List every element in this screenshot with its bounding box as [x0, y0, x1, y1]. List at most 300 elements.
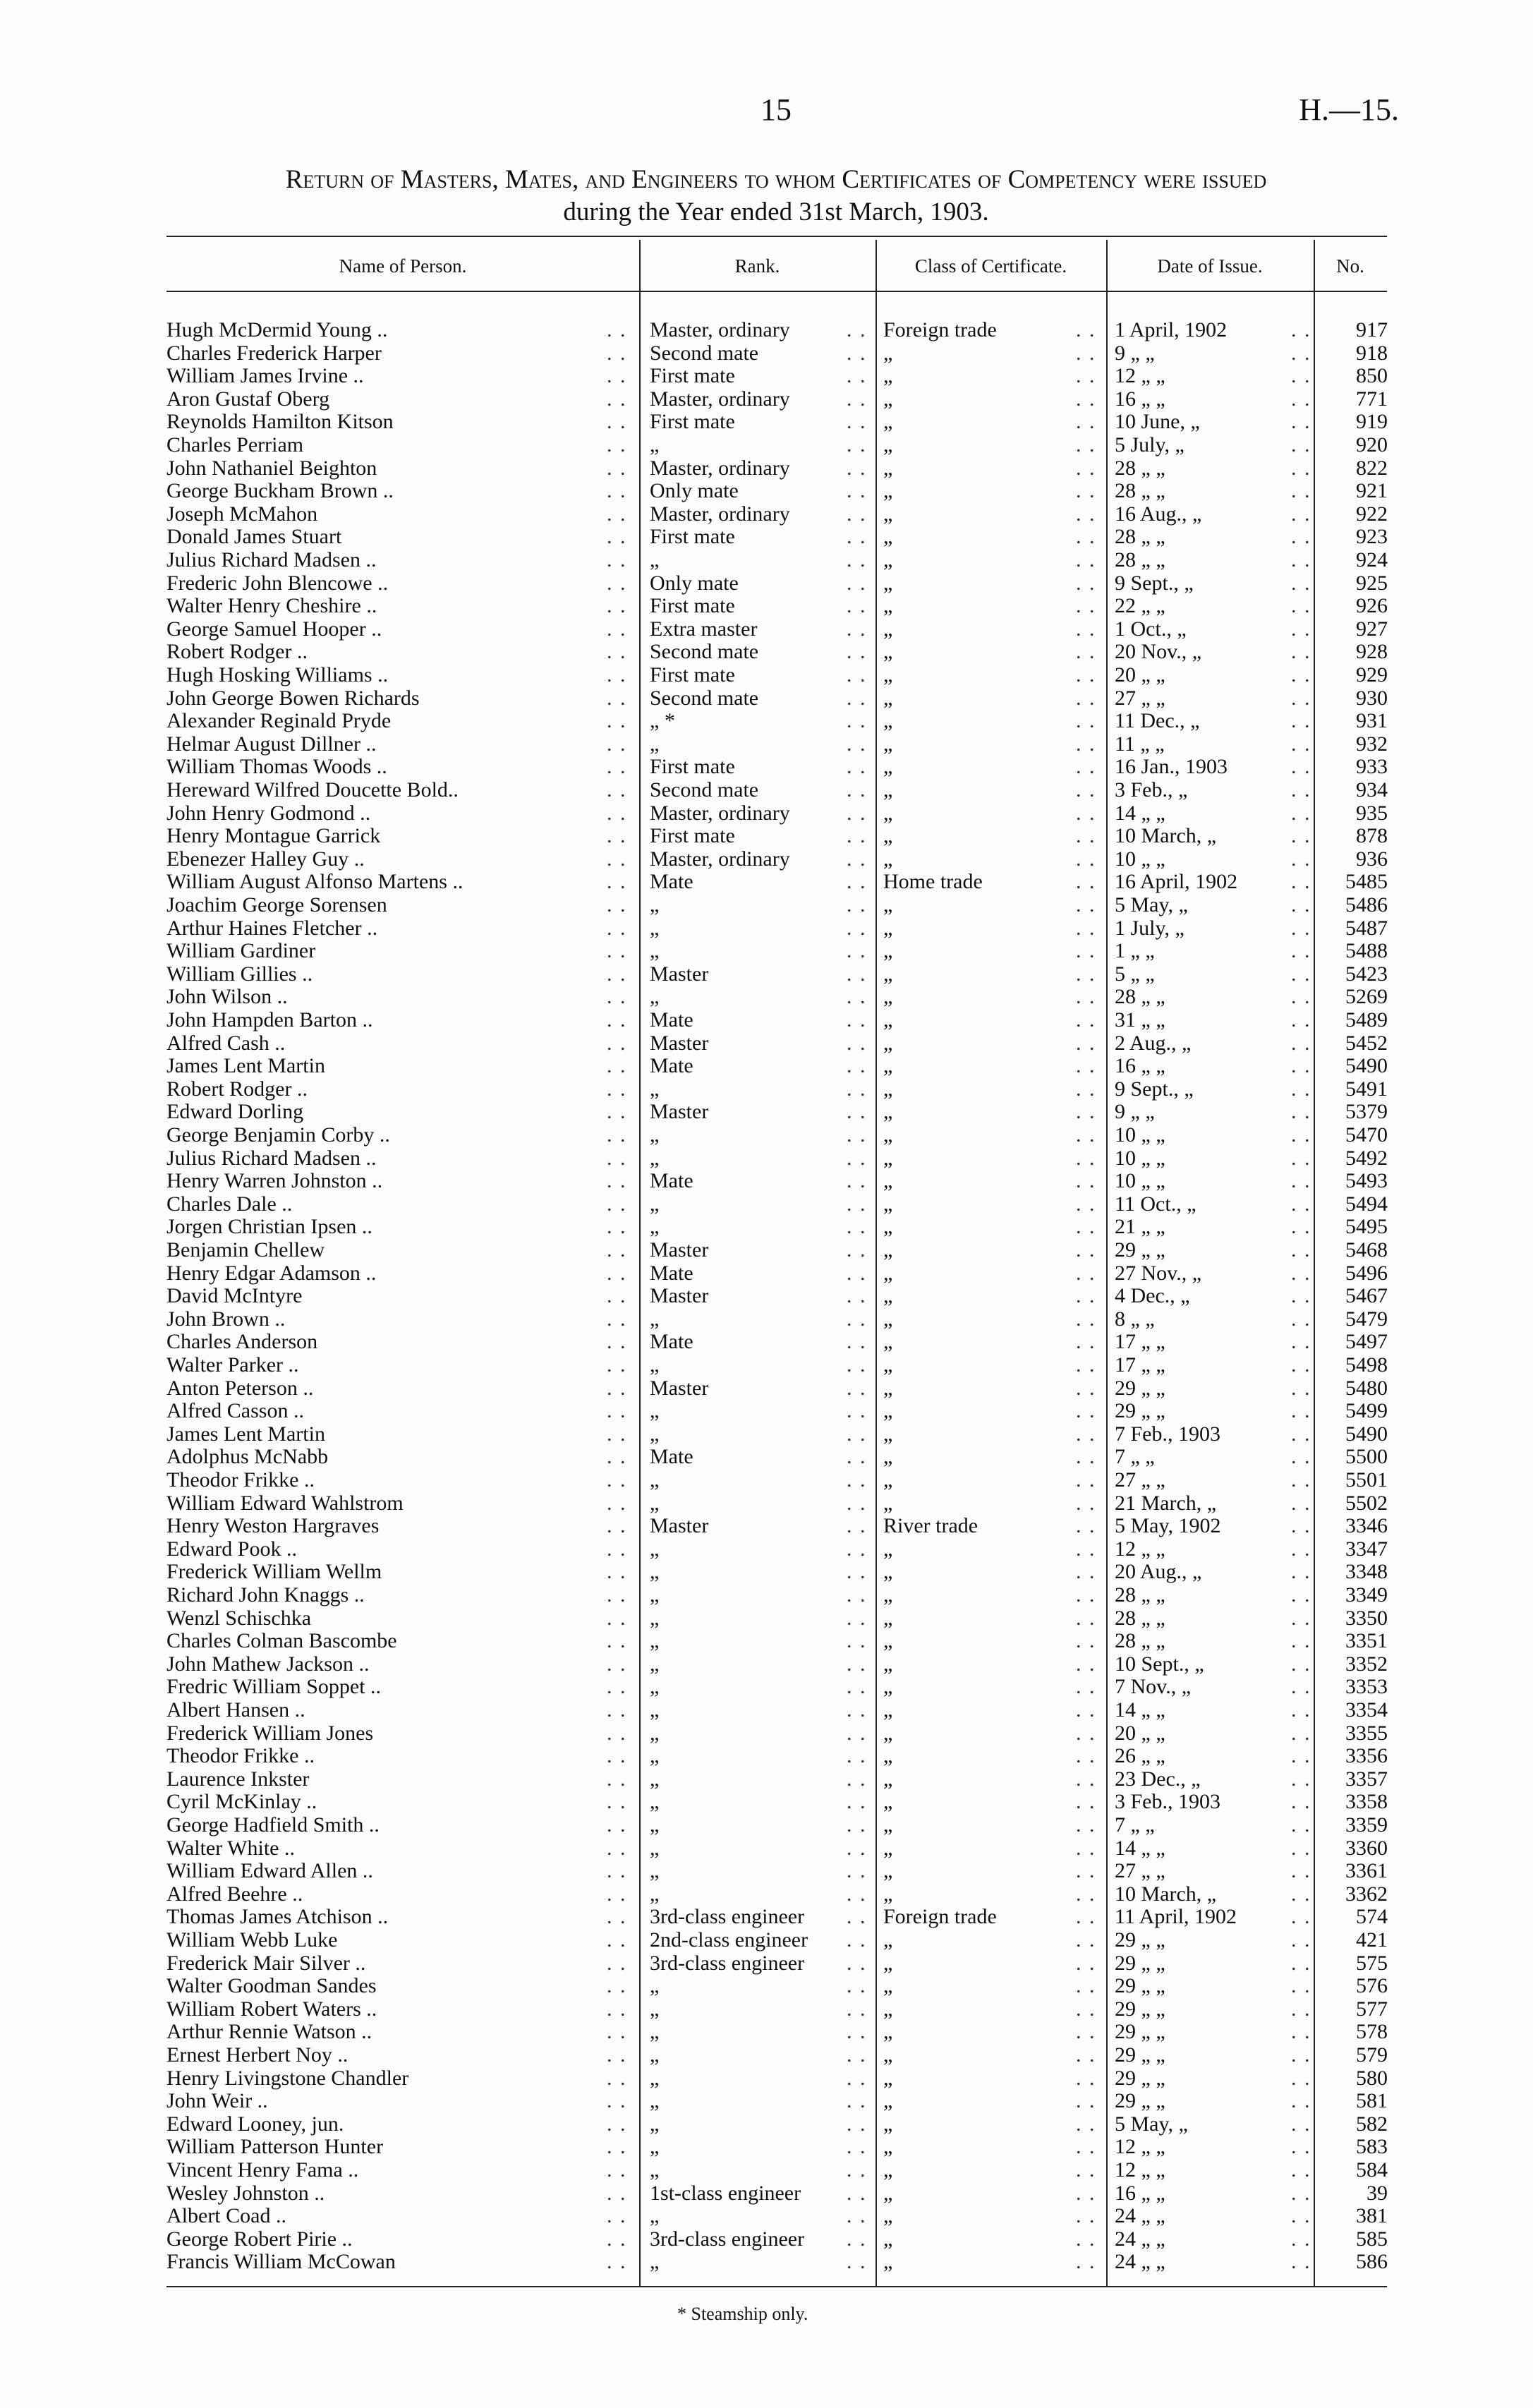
- certificate-number: 936: [1356, 847, 1388, 871]
- leader-dots: . .: [847, 641, 867, 664]
- issue-date: 7 Feb., 1903: [1115, 1422, 1220, 1446]
- certificate-class: „: [883, 1882, 893, 1906]
- leader-dots: . .: [1291, 641, 1311, 664]
- leader-dots: . .: [1076, 1354, 1096, 1377]
- person-name: Robert Rodger ..: [166, 641, 308, 664]
- leader-dots: . .: [1076, 319, 1096, 341]
- leader-dots: . .: [1291, 1745, 1311, 1768]
- leader-dots: . .: [847, 2227, 867, 2251]
- table-row: [0, 1170, 1533, 1193]
- certificate-class: „: [883, 940, 893, 963]
- table-row: [0, 2090, 1533, 2113]
- leader-dots: . .: [1076, 1584, 1096, 1607]
- person-name: Henry Edgar Adamson ..: [166, 1262, 377, 1285]
- certificate-number: 5488: [1345, 940, 1388, 963]
- leader-dots: . .: [607, 1652, 627, 1676]
- certificate-class: „: [883, 1652, 893, 1676]
- leader-dots: . .: [607, 1192, 627, 1216]
- leader-dots: . .: [847, 1814, 867, 1837]
- leader-dots: . .: [607, 1307, 627, 1331]
- leader-dots: . .: [1291, 480, 1311, 503]
- certificate-number: 922: [1356, 502, 1388, 526]
- table-row: [0, 1147, 1533, 1170]
- person-name: Arthur Rennie Watson ..: [166, 2021, 372, 2044]
- issue-date: 24 „ „: [1115, 2205, 1165, 2228]
- certificate-class: „: [883, 801, 893, 825]
- person-name: Walter Parker ..: [166, 1354, 299, 1377]
- rank: „: [650, 1469, 660, 1492]
- table-row: [0, 457, 1533, 480]
- issue-date: 7 Nov., „: [1115, 1676, 1192, 1699]
- table-row: [0, 1055, 1533, 1078]
- table-row: [0, 1952, 1533, 1976]
- issue-date: 7 „ „: [1115, 1814, 1155, 1837]
- issue-date: 10 March, „: [1115, 825, 1217, 848]
- leader-dots: . .: [847, 1860, 867, 1883]
- certificate-number: 926: [1356, 595, 1388, 618]
- certificate-number: 5495: [1345, 1216, 1388, 1239]
- rank: „: [650, 2021, 660, 2044]
- rank: „: [650, 2067, 660, 2090]
- person-name: George Buckham Brown ..: [166, 480, 394, 503]
- rank: Master, ordinary: [650, 502, 790, 526]
- leader-dots: . .: [1076, 686, 1096, 710]
- rank: Master, ordinary: [650, 456, 790, 480]
- leader-dots: . .: [607, 1031, 627, 1055]
- leader-dots: . .: [1291, 1009, 1311, 1031]
- certificate-number: 921: [1356, 480, 1388, 503]
- certificate-class: „: [883, 2227, 893, 2251]
- certificate-class: „: [883, 2044, 893, 2067]
- leader-dots: . .: [1291, 779, 1311, 801]
- issue-date: 28 „ „: [1115, 456, 1165, 480]
- person-name: Laurence Inkster: [166, 1767, 310, 1791]
- leader-dots: . .: [1291, 1031, 1311, 1055]
- table-row: [0, 1676, 1533, 1699]
- issue-date: 9 „ „: [1115, 341, 1155, 365]
- leader-dots: . .: [607, 1492, 627, 1515]
- leader-dots: . .: [1076, 571, 1096, 595]
- rank: „: [650, 549, 660, 571]
- person-name: Jorgen Christian Ipsen ..: [166, 1216, 372, 1239]
- certificate-number: 3349: [1345, 1584, 1388, 1607]
- certificate-class: „: [883, 595, 893, 618]
- table-row: [0, 618, 1533, 641]
- rank: „: [650, 2159, 660, 2182]
- certificate-number: 5487: [1345, 916, 1388, 940]
- certificate-class: „: [883, 1791, 893, 1814]
- leader-dots: . .: [1076, 1170, 1096, 1193]
- person-name: Wesley Johnston ..: [166, 2182, 325, 2205]
- table-row: [0, 2205, 1533, 2228]
- leader-dots: . .: [607, 732, 627, 756]
- table-row: [0, 1101, 1533, 1124]
- leader-dots: . .: [607, 1377, 627, 1400]
- person-name: John Nathaniel Beighton: [166, 456, 377, 480]
- certificate-class: „: [883, 341, 893, 365]
- certificate-class: „: [883, 1837, 893, 1860]
- person-name: Vincent Henry Fama ..: [166, 2159, 359, 2182]
- certificate-number: 5490: [1345, 1055, 1388, 1078]
- certificate-number: 935: [1356, 801, 1388, 825]
- leader-dots: . .: [1291, 526, 1311, 549]
- rank: „: [650, 1307, 660, 1331]
- person-name: Donald James Stuart: [166, 526, 342, 549]
- certificate-number: 578: [1356, 2021, 1388, 2044]
- leader-dots: . .: [607, 341, 627, 365]
- leader-dots: . .: [847, 341, 867, 365]
- table-row: [0, 572, 1533, 595]
- leader-dots: . .: [847, 1997, 867, 2021]
- leader-dots: . .: [1076, 1262, 1096, 1285]
- leader-dots: . .: [1076, 641, 1096, 664]
- rank: Master: [650, 962, 709, 986]
- table-row: [0, 1975, 1533, 1998]
- issue-date: 28 „ „: [1115, 1630, 1165, 1653]
- rank: „: [650, 1561, 660, 1584]
- leader-dots: . .: [1291, 617, 1311, 641]
- table-row: [0, 2251, 1533, 2274]
- leader-dots: . .: [1076, 2090, 1096, 2113]
- certificate-number: 932: [1356, 732, 1388, 756]
- issue-date: 12 „ „: [1115, 2159, 1165, 2182]
- issue-date: 9 Sept., „: [1115, 571, 1194, 595]
- leader-dots: . .: [847, 1722, 867, 1745]
- issue-date: 3 Feb., „: [1115, 779, 1188, 801]
- person-name: Charles Anderson: [166, 1331, 318, 1354]
- issue-date: 29 „ „: [1115, 2067, 1165, 2090]
- certificate-number: 918: [1356, 341, 1388, 365]
- person-name: John Wilson ..: [166, 986, 288, 1009]
- rank: „: [650, 1492, 660, 1515]
- issue-date: 31 „ „: [1115, 1009, 1165, 1031]
- certificate-class: „: [883, 1607, 893, 1630]
- table-row: [0, 1584, 1533, 1607]
- leader-dots: . .: [1076, 1929, 1096, 1952]
- person-name: Albert Hansen ..: [166, 1699, 305, 1722]
- table-row: [0, 342, 1533, 365]
- certificate-class: „: [883, 2112, 893, 2136]
- certificate-number: 3358: [1345, 1791, 1388, 1814]
- leader-dots: . .: [847, 1906, 867, 1929]
- leader-dots: . .: [847, 1561, 867, 1584]
- leader-dots: . .: [847, 2090, 867, 2113]
- certificate-number: 931: [1356, 710, 1388, 733]
- table-row: [0, 595, 1533, 618]
- leader-dots: . .: [1076, 1975, 1096, 1998]
- leader-dots: . .: [847, 480, 867, 503]
- leader-dots: . .: [1076, 1537, 1096, 1561]
- header-bottom-rule: [166, 291, 1387, 292]
- leader-dots: . .: [607, 2159, 627, 2182]
- certificate-class: „: [883, 571, 893, 595]
- certificate-number: 3351: [1345, 1630, 1388, 1653]
- rank: Extra master: [650, 617, 758, 641]
- rank: „: [650, 1584, 660, 1607]
- certificate-number: 39: [1367, 2182, 1388, 2205]
- leader-dots: . .: [847, 1009, 867, 1031]
- leader-dots: . .: [1076, 365, 1096, 388]
- leader-dots: . .: [1291, 1814, 1311, 1837]
- certificate-number: 5502: [1345, 1492, 1388, 1515]
- leader-dots: . .: [1291, 1607, 1311, 1630]
- certificate-class: „: [883, 1745, 893, 1768]
- certificate-class: Foreign trade: [883, 319, 997, 341]
- leader-dots: . .: [847, 456, 867, 480]
- certificate-number: 585: [1356, 2227, 1388, 2251]
- issue-date: 3 Feb., 1903: [1115, 1791, 1220, 1814]
- rank: Second mate: [650, 779, 759, 801]
- certificate-number: 5501: [1345, 1469, 1388, 1492]
- issue-date: 4 Dec., „: [1115, 1285, 1190, 1308]
- person-name: Ernest Herbert Noy ..: [166, 2044, 349, 2067]
- issue-date: 27 „ „: [1115, 686, 1165, 710]
- rank: „: [650, 2044, 660, 2067]
- table-row: [0, 434, 1533, 457]
- leader-dots: . .: [847, 1837, 867, 1860]
- issue-date: 11 Dec., „: [1115, 710, 1200, 733]
- leader-dots: . .: [1291, 1285, 1311, 1308]
- issue-date: 16 Aug., „: [1115, 502, 1202, 526]
- table-row: [0, 825, 1533, 848]
- rank: „: [650, 1354, 660, 1377]
- certificate-class: „: [883, 2159, 893, 2182]
- header-top-rule: [166, 236, 1387, 237]
- leader-dots: . .: [1076, 1906, 1096, 1929]
- table-row: [0, 1216, 1533, 1239]
- rank: „: [650, 1607, 660, 1630]
- table-row: [0, 1446, 1533, 1469]
- leader-dots: . .: [847, 1699, 867, 1722]
- issue-date: 29 „ „: [1115, 1929, 1165, 1952]
- leader-dots: . .: [1076, 1652, 1096, 1676]
- leader-dots: . .: [1076, 411, 1096, 434]
- person-name: Frederick Mair Silver ..: [166, 1952, 366, 1975]
- leader-dots: . .: [847, 1630, 867, 1653]
- leader-dots: . .: [607, 779, 627, 801]
- leader-dots: . .: [1291, 2067, 1311, 2090]
- certificate-number: 5494: [1345, 1192, 1388, 1216]
- person-name: William Robert Waters ..: [166, 1997, 377, 2021]
- certificate-number: 5470: [1345, 1124, 1388, 1146]
- rank: „: [650, 940, 660, 963]
- certificate-class: „: [883, 916, 893, 940]
- leader-dots: . .: [847, 1929, 867, 1952]
- person-name: Henry Weston Hargraves: [166, 1515, 380, 1538]
- certificate-number: 580: [1356, 2067, 1388, 2090]
- issue-date: 16 „ „: [1115, 1055, 1165, 1078]
- leader-dots: . .: [607, 2136, 627, 2159]
- issue-date: 11 „ „: [1115, 732, 1165, 756]
- leader-dots: . .: [1291, 1055, 1311, 1078]
- leader-dots: . .: [1076, 710, 1096, 733]
- rank: „: [650, 1537, 660, 1561]
- leader-dots: . .: [607, 2227, 627, 2251]
- certificate-class: „: [883, 1009, 893, 1031]
- leader-dots: . .: [1076, 801, 1096, 825]
- certificate-class: „: [883, 387, 893, 411]
- certificate-class: „: [883, 549, 893, 571]
- certificate-class: „: [883, 1170, 893, 1193]
- person-name: William August Alfonso Martens ..: [166, 871, 463, 894]
- leader-dots: . .: [607, 940, 627, 963]
- rank: Master, ordinary: [650, 801, 790, 825]
- table-row: [0, 388, 1533, 411]
- leader-dots: . .: [1076, 732, 1096, 756]
- leader-dots: . .: [607, 1837, 627, 1860]
- leader-dots: . .: [1076, 1009, 1096, 1031]
- leader-dots: . .: [847, 1307, 867, 1331]
- certificate-number: 927: [1356, 617, 1388, 641]
- certificate-class: „: [883, 1216, 893, 1239]
- rank: „ *: [650, 710, 675, 733]
- issue-date: 9 „ „: [1115, 1101, 1155, 1124]
- issue-date: 27 Nov., „: [1115, 1262, 1202, 1285]
- leader-dots: . .: [607, 434, 627, 456]
- issue-date: 29 „ „: [1115, 1975, 1165, 1998]
- leader-dots: . .: [1076, 456, 1096, 480]
- issue-date: 29 „ „: [1115, 1952, 1165, 1975]
- rank: Second mate: [650, 686, 759, 710]
- table-row: [0, 1814, 1533, 1837]
- issue-date: 22 „ „: [1115, 595, 1165, 618]
- leader-dots: . .: [1291, 2182, 1311, 2205]
- certificate-class: „: [883, 1860, 893, 1883]
- certificate-class: „: [883, 2067, 893, 2090]
- certificate-number: 582: [1356, 2112, 1388, 2136]
- certificate-number: 929: [1356, 664, 1388, 686]
- rank: „: [650, 1630, 660, 1653]
- leader-dots: . .: [607, 549, 627, 571]
- certificate-number: 919: [1356, 411, 1388, 434]
- leader-dots: . .: [847, 1216, 867, 1239]
- person-name: Fredric William Soppet ..: [166, 1676, 382, 1699]
- leader-dots: . .: [847, 1952, 867, 1975]
- leader-dots: . .: [1291, 1422, 1311, 1446]
- rank: „: [650, 1216, 660, 1239]
- leader-dots: . .: [1291, 894, 1311, 916]
- rank: First mate: [650, 411, 735, 434]
- leader-dots: . .: [607, 456, 627, 480]
- leader-dots: . .: [607, 595, 627, 618]
- certificate-number: 925: [1356, 571, 1388, 595]
- certificate-class: „: [883, 1630, 893, 1653]
- leader-dots: . .: [1076, 1446, 1096, 1469]
- certificate-number: 771: [1356, 387, 1388, 411]
- table-row: [0, 1883, 1533, 1906]
- certificate-number: 3354: [1345, 1699, 1388, 1722]
- leader-dots: . .: [1291, 1146, 1311, 1170]
- person-name: Frederic John Blencowe ..: [166, 571, 389, 595]
- issue-date: 10 „ „: [1115, 847, 1165, 871]
- leader-dots: . .: [1076, 779, 1096, 801]
- page-number: 15: [761, 92, 792, 127]
- leader-dots: . .: [847, 2182, 867, 2205]
- issue-date: 12 „ „: [1115, 365, 1165, 388]
- table-row: [0, 641, 1533, 664]
- table-row: [0, 2182, 1533, 2206]
- leader-dots: . .: [1291, 1492, 1311, 1515]
- person-name: Ebenezer Halley Guy ..: [166, 847, 365, 871]
- person-name: Walter White ..: [166, 1837, 295, 1860]
- certificate-class: Foreign trade: [883, 1906, 997, 1929]
- person-name: George Hadfield Smith ..: [166, 1814, 380, 1837]
- leader-dots: . .: [1291, 710, 1311, 733]
- leader-dots: . .: [607, 1537, 627, 1561]
- leader-dots: . .: [1076, 1192, 1096, 1216]
- rank: First mate: [650, 825, 735, 848]
- person-name: David McIntyre: [166, 1285, 303, 1308]
- person-name: William Patterson Hunter: [166, 2136, 384, 2159]
- leader-dots: . .: [847, 1377, 867, 1400]
- leader-dots: . .: [847, 894, 867, 916]
- leader-dots: . .: [1076, 2159, 1096, 2182]
- leader-dots: . .: [847, 1469, 867, 1492]
- leader-dots: . .: [1076, 1216, 1096, 1239]
- person-name: Charles Colman Bascombe: [166, 1630, 397, 1653]
- table-row: [0, 2021, 1533, 2044]
- certificate-number: 577: [1356, 1997, 1388, 2021]
- person-name: Albert Coad ..: [166, 2205, 286, 2228]
- certificate-number: 5379: [1345, 1101, 1388, 1124]
- leader-dots: . .: [847, 1492, 867, 1515]
- leader-dots: . .: [1291, 756, 1311, 779]
- leader-dots: . .: [1291, 2251, 1311, 2274]
- certificate-class: „: [883, 1446, 893, 1469]
- person-name: John Weir ..: [166, 2090, 268, 2113]
- leader-dots: . .: [847, 1607, 867, 1630]
- column-header-date: Date of Issue.: [1157, 255, 1263, 277]
- table-row: [0, 687, 1533, 710]
- certificate-number: 581: [1356, 2090, 1388, 2113]
- issue-date: 17 „ „: [1115, 1331, 1165, 1354]
- leader-dots: . .: [847, 1331, 867, 1354]
- leader-dots: . .: [1291, 365, 1311, 388]
- leader-dots: . .: [847, 1031, 867, 1055]
- leader-dots: . .: [1076, 1515, 1096, 1538]
- issue-date: 14 „ „: [1115, 801, 1165, 825]
- person-name: Edward Dorling: [166, 1101, 304, 1124]
- table-row: [0, 1492, 1533, 1515]
- certificate-number: 5480: [1345, 1377, 1388, 1400]
- leader-dots: . .: [847, 2044, 867, 2067]
- certificate-number: 3361: [1345, 1860, 1388, 1883]
- leader-dots: . .: [607, 2182, 627, 2205]
- table-row: [0, 1745, 1533, 1768]
- certificate-class: „: [883, 1722, 893, 1745]
- rank: Mate: [650, 1262, 693, 1285]
- leader-dots: . .: [1076, 1607, 1096, 1630]
- leader-dots: . .: [607, 1745, 627, 1768]
- person-name: Edward Pook ..: [166, 1537, 297, 1561]
- leader-dots: . .: [847, 1354, 867, 1377]
- leader-dots: . .: [847, 2136, 867, 2159]
- leader-dots: . .: [847, 732, 867, 756]
- rank: „: [650, 1077, 660, 1101]
- title-line2: during the Year ended 31st March, 1903.: [563, 198, 989, 226]
- leader-dots: . .: [1291, 916, 1311, 940]
- certificate-class: „: [883, 2021, 893, 2044]
- rank: Master: [650, 1515, 709, 1538]
- leader-dots: . .: [847, 2159, 867, 2182]
- certificate-class: „: [883, 1997, 893, 2021]
- issue-date: 5 May, „: [1115, 2112, 1188, 2136]
- issue-date: 21 March, „: [1115, 1492, 1217, 1515]
- certificate-class: „: [883, 641, 893, 664]
- leader-dots: . .: [847, 1882, 867, 1906]
- rank: „: [650, 1652, 660, 1676]
- leader-dots: . .: [607, 1422, 627, 1446]
